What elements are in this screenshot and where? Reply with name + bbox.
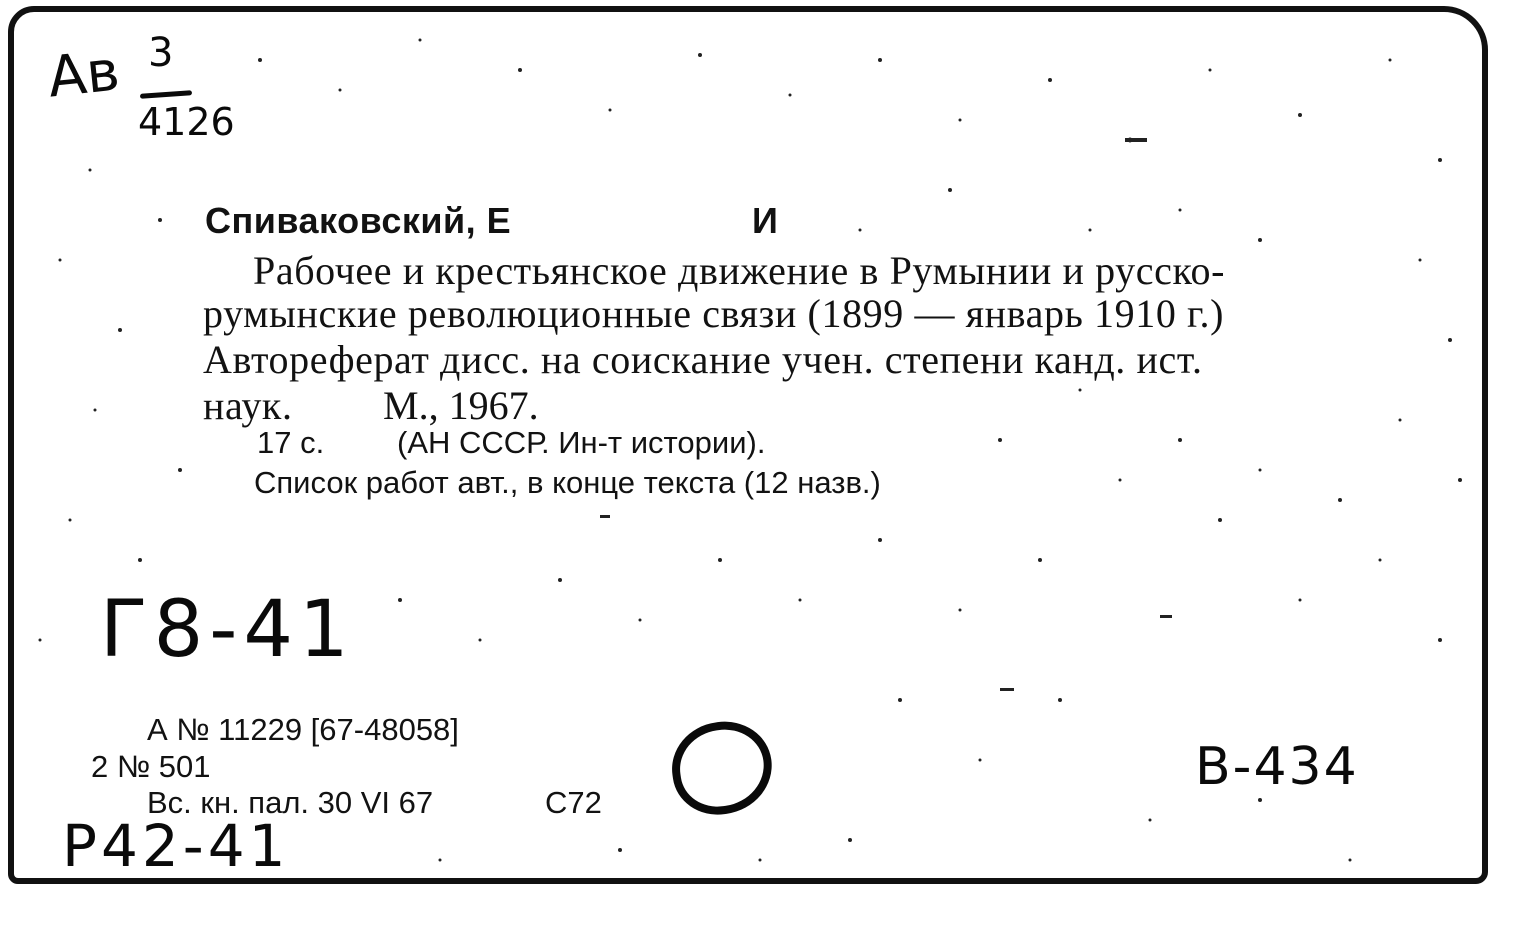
title-line-4: наук. bbox=[203, 383, 293, 428]
bibliography-note: Список работ авт., в конце текста (12 назв.) bbox=[254, 465, 881, 500]
series-note: (АН СССР. Ин-т истории). bbox=[397, 425, 766, 460]
author-initial: И bbox=[752, 200, 778, 241]
title-line-2: румынские революционные связи (1899 — январь 1910 г.) bbox=[203, 291, 1225, 336]
imprint: М., 1967. bbox=[383, 383, 539, 428]
author-surname: Спиваковский, Е bbox=[205, 200, 512, 241]
title-line-1: Рабочее и крестьянское движение в Румынии и русско- bbox=[253, 248, 1226, 293]
shelfmark-denominator: 4126 bbox=[138, 100, 235, 144]
pages-count: 17 с. bbox=[257, 425, 325, 460]
accession-line-3: Вс. кн. пал. 30 VI 67 bbox=[147, 785, 434, 820]
title-line-3: Автореферат дисс. на соискание учен. степени канд. ист. bbox=[203, 337, 1203, 382]
handwritten-bottom-code: Р42-41 bbox=[62, 812, 290, 880]
accession-code: С72 bbox=[545, 785, 602, 820]
shelfmark-prefix: Ав bbox=[44, 38, 123, 111]
handwritten-right-code: В-434 bbox=[1195, 737, 1359, 797]
accession-line-1: А № 11229 [67-48058] bbox=[147, 712, 459, 747]
shelfmark-numerator: 3 bbox=[148, 30, 174, 76]
accession-line-2: 2 № 501 bbox=[91, 749, 211, 784]
handwritten-left-code: Г8-41 bbox=[100, 585, 355, 675]
